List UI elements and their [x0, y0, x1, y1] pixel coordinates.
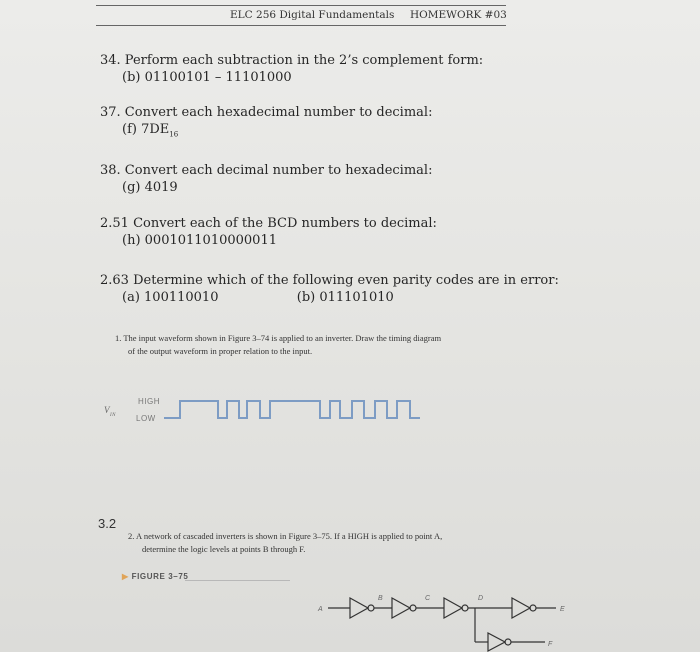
question-38-part-g: (g) 4019: [122, 180, 178, 195]
inverter-2: [392, 598, 410, 618]
section-number: 3.2: [98, 516, 117, 531]
point-d-label: D: [478, 595, 484, 602]
figure-3-75-label: ▶ FIGURE 3–75: [122, 572, 189, 581]
question-34-label: 34. Perform each subtraction in the 2’s complement form:: [100, 53, 484, 68]
problem-1-line-1: 1. The input waveform shown in Figure 3–74 is applied to an inverter. Draw the timing diagram: [115, 333, 442, 343]
question-34-part-b: (b) 01100101 – 11101000: [122, 70, 292, 85]
inverter-3: [444, 598, 462, 618]
question-2-63-label: 2.63 Determine which of the following even parity codes are in error:: [100, 273, 559, 288]
question-38-label: 38. Convert each decimal number to hexadecimal:: [100, 163, 433, 178]
problem-2-line-2: determine the logic levels at points B through F.: [142, 544, 306, 554]
point-f-label: F: [548, 641, 553, 648]
point-a-label: A: [318, 606, 323, 613]
inverter-1: [350, 598, 368, 618]
inverter-4: [512, 598, 530, 618]
question-37-part-f-value: (f) 7DE: [122, 122, 170, 137]
question-2-63-part-b: (b) 011101010: [296, 290, 394, 305]
vin-label-subscript: IN: [110, 412, 116, 418]
low-label: LOW: [136, 414, 156, 423]
inverter-5: [488, 633, 505, 651]
question-37-label: 37. Convert each hexadecimal number to decimal:: [100, 105, 433, 120]
question-2-51-part-h: (h) 0001011010000011: [122, 233, 277, 248]
high-label: HIGH: [138, 397, 160, 406]
assignment-title: HOMEWORK #03: [410, 9, 507, 21]
problem-1-line-2: of the output waveform in proper relation to the input.: [128, 346, 313, 356]
question-37-part-f-subscript: 16: [169, 130, 179, 139]
point-e-label: E: [560, 606, 565, 613]
question-2-63-part-a: (a) 100110010: [122, 290, 219, 305]
problem-2-line-1: 2. A network of cascaded inverters is shown in Figure 3–75. If a HIGH is applied to point A,: [128, 531, 443, 541]
question-2-51-label: 2.51 Convert each of the BCD numbers to decimal:: [100, 216, 437, 231]
figure-3-75-label-text: FIGURE 3–75: [131, 572, 189, 581]
vin-label-v: V: [104, 405, 110, 415]
point-c-label: C: [425, 595, 431, 602]
course-title: ELC 256 Digital Fundamentals: [230, 9, 395, 21]
point-b-label: B: [378, 595, 383, 602]
